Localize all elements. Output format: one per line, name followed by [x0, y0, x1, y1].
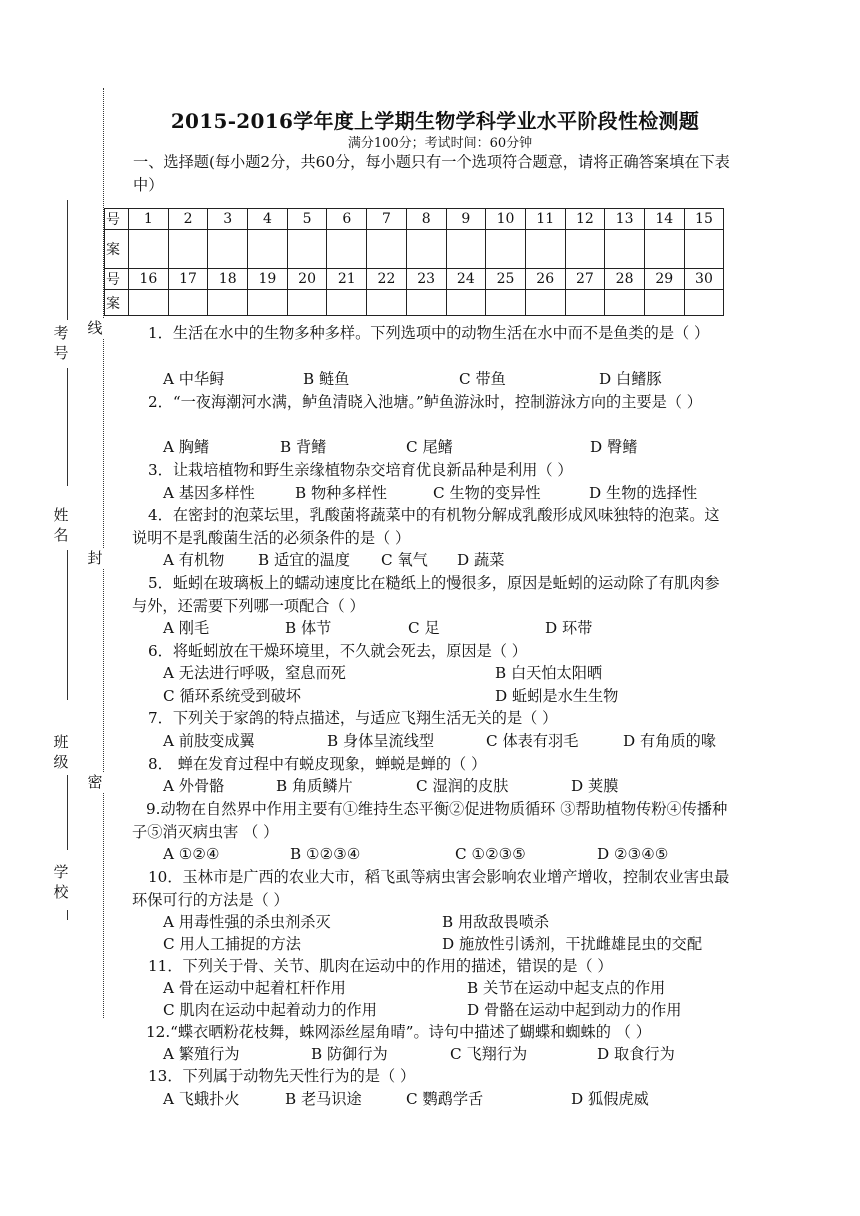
page-title: 2015-2016学年度上学期生物学科学业水平阶段性检测题	[170, 109, 700, 133]
question-3-stem: 3．让栽培植物和野生亲缘植物杂交培育优良新品种是利用（ ）	[148, 461, 573, 479]
question-6-stem: 6．将蚯蚓放在干燥环境里，不久就会死去，原因是（ ）	[148, 642, 527, 660]
question-7-stem: 7．下列关于家鸽的特点描述，与适应飞翔生活无关的是（ ）	[148, 709, 558, 727]
q8-option-d: D 荚膜	[571, 777, 619, 795]
row-header: 案	[105, 230, 129, 269]
table-row	[105, 290, 724, 316]
q2-option-d: D 臀鳍	[590, 438, 638, 456]
answer-cell[interactable]	[248, 290, 288, 316]
xingming-label: 姓名	[53, 506, 69, 544]
q3-option-c: C 生物的变异性	[433, 484, 541, 502]
q4-option-d: D 蔬菜	[457, 551, 505, 569]
q10-option-c: C 用人工捕捉的方法	[163, 935, 301, 953]
question-5-stem: 5．蚯蚓在玻璃板上的蠕动速度比在糙纸上的慢很多，原因是蚯蚓的运动除了有肌肉参与外，还需要下列哪一项配合（ ）	[132, 574, 720, 615]
q8-option-a: A 外骨骼	[163, 777, 225, 795]
q11-option-a: A 骨在运动中起着杠杆作用	[163, 979, 346, 997]
question-2-stem: 2．“一夜海潮河水满，鲈鱼清晓入池塘。”鲈鱼游泳时，控制游泳方向的主要是（ ）	[148, 393, 702, 411]
q9-option-b: B ①②③④	[290, 845, 361, 863]
table-row: 号 1 2 3 4 5 6 7 8 9 10 11 12 13 14 15	[105, 209, 724, 230]
answer-cell[interactable]	[446, 230, 486, 269]
answer-table	[104, 208, 724, 316]
answer-cell[interactable]	[367, 290, 407, 316]
q12-option-b: B 防御行为	[311, 1045, 388, 1063]
answer-cell[interactable]	[287, 230, 327, 269]
q9-option-c: C ①②③⑤	[455, 845, 526, 863]
q2-option-b: B 背鳍	[280, 438, 327, 456]
q8-option-c: C 湿润的皮肤	[416, 777, 509, 795]
q5-option-c: C 足	[408, 619, 440, 637]
answer-cell[interactable]	[367, 230, 407, 269]
q7-option-a: A 前肢变成翼	[163, 732, 255, 750]
question-4-stem: 4．在密封的泡菜坛里，乳酸菌将蔬菜中的有机物分解成乳酸形成风味独特的泡菜。这说明不是乳酸菌生活的必须条件的是（ ）	[132, 506, 720, 547]
q5-option-d: D 环带	[545, 619, 593, 637]
xuexiao-blank-line-lower	[67, 910, 68, 920]
q7-option-d: D 有角质的喙	[623, 732, 716, 750]
xingming-blank-line	[67, 550, 68, 700]
q11-option-c: C 肌肉在运动中起着动力的作用	[163, 1001, 377, 1019]
table-row	[105, 230, 724, 269]
answer-cell[interactable]	[644, 230, 684, 269]
question-10-stem: 10．玉林市是广西的农业大市，稻飞虱等病虫害会影响农业增产增收，控制农业害虫最环保可行的方法是（ ）	[132, 868, 730, 909]
q13-option-c: C 鹦鹉学舌	[406, 1090, 484, 1108]
page-subtitle: 满分100分；考试时间：60分钟	[347, 136, 533, 151]
q7-option-b: B 身体呈流线型	[327, 732, 435, 750]
answer-cell[interactable]	[406, 230, 446, 269]
q2-option-a: A 胸鳍	[163, 438, 210, 456]
row-header: 号	[105, 209, 129, 230]
q9-option-d: D ②③④⑤	[597, 845, 669, 863]
q12-option-d: D 取食行为	[597, 1045, 675, 1063]
question-9-stem: 9.动物在自然界中作用主要有①维持生态平衡②促进物质循环 ③帮助植物传粉④传播种子⑤消灭病虫害 （ ）	[132, 800, 728, 841]
answer-cell[interactable]	[525, 230, 565, 269]
q1-option-c: C 带鱼	[459, 370, 506, 388]
xuexiao-label: 学校	[53, 863, 69, 901]
answer-cell[interactable]	[684, 230, 724, 269]
answer-cell[interactable]	[327, 290, 367, 316]
kaohao-label: 考号	[53, 324, 69, 362]
answer-cell[interactable]	[406, 290, 446, 316]
answer-cell[interactable]	[208, 290, 248, 316]
q9-option-a: A ①②④	[163, 845, 220, 863]
answer-cell[interactable]	[168, 290, 208, 316]
q6-option-b: B 白天怕太阳晒	[495, 664, 603, 682]
answer-cell[interactable]	[248, 230, 288, 269]
q6-option-a: A 无法进行呼吸，窒息而死	[163, 664, 346, 682]
q3-option-b: B 物种多样性	[295, 484, 387, 502]
q10-option-d: D 施放性引诱剂，干扰雌雄昆虫的交配	[442, 935, 703, 953]
q4-option-c: C 氧气	[381, 551, 428, 569]
q11-option-d: D 骨骼在运动中起到动力的作用	[467, 1001, 682, 1019]
answer-cell[interactable]	[486, 290, 526, 316]
q6-option-d: D 蚯蚓是水生生物	[495, 687, 619, 705]
answer-cell[interactable]	[565, 230, 605, 269]
question-1-stem: 1．生活在水中的生物多种多样。下列选项中的动物生活在水中而不是鱼类的是（ ）	[148, 324, 710, 342]
answer-cell[interactable]	[129, 290, 169, 316]
row-header: 号	[105, 269, 129, 290]
answer-cell[interactable]	[605, 290, 645, 316]
q13-option-b: B 老马识途	[285, 1090, 362, 1108]
q1-option-b: B 鲢鱼	[303, 370, 350, 388]
q6-option-c: C 循环系统受到破坏	[163, 687, 301, 705]
answer-cell[interactable]	[525, 290, 565, 316]
answer-cell[interactable]	[605, 230, 645, 269]
q13-option-a: A 飞蛾扑火	[163, 1090, 240, 1108]
kaohao-blank-line-lower	[67, 368, 68, 486]
answer-cell[interactable]	[565, 290, 605, 316]
question-13-stem: 13．下列属于动物先天性行为的是（ ）	[148, 1067, 416, 1085]
q8-option-b: B 角质鳞片	[276, 777, 353, 795]
seal-xian: 线	[87, 319, 103, 337]
q1-option-d: D 白鳍豚	[599, 370, 662, 388]
banji-label: 班级	[53, 733, 69, 771]
q4-option-a: A 有机物	[163, 551, 225, 569]
q3-option-a: A 基因多样性	[163, 484, 255, 502]
question-8-stem: 8． 蝉在发育过程中有蜕皮现象，蝉蜕是蝉的（ ）	[148, 755, 487, 773]
q12-option-a: A 繁殖行为	[163, 1045, 240, 1063]
row-header: 案	[105, 290, 129, 316]
answer-cell[interactable]	[486, 230, 526, 269]
q4-option-b: B 适宜的温度	[258, 551, 350, 569]
q5-option-b: B 体节	[285, 619, 332, 637]
q12-option-c: C 飞翔行为	[450, 1045, 528, 1063]
q2-option-c: C 尾鳍	[406, 438, 453, 456]
q11-option-b: B 关节在运动中起支点的作用	[467, 979, 666, 997]
answer-cell[interactable]	[287, 290, 327, 316]
seal-mi: 密	[87, 773, 103, 791]
kaohao-blank-line	[67, 200, 68, 320]
answer-cell[interactable]	[129, 230, 169, 269]
q1-option-a: A 中华鲟	[163, 370, 225, 388]
q7-option-c: C 体表有羽毛	[486, 732, 579, 750]
q3-option-d: D 生物的选择性	[589, 484, 698, 502]
q10-option-b: B 用敌敌畏喷杀	[442, 913, 550, 931]
q5-option-a: A 刚毛	[163, 619, 210, 637]
answer-cell[interactable]	[644, 290, 684, 316]
question-12-stem: 12.“蝶衣晒粉花枝舞，蛛网添丝屋角晴”。诗句中描述了蝴蝶和蜘蛛的 （ ）	[146, 1023, 651, 1041]
seal-feng: 封	[87, 549, 103, 567]
section-intro: 一、选择题(每小题2分，共60分，每小题只有一个选项符合题意，请将正确答案填在下表中）	[133, 153, 730, 194]
banji-blank-line	[67, 775, 68, 850]
answer-cell[interactable]	[168, 230, 208, 269]
question-11-stem: 11．下列关于骨、关节、肌肉在运动中的作用的描述，错误的是（ ）	[148, 957, 613, 975]
table-row: 号 16 17 18 19 20 21 22 23 24 25 26 27 28 29 30	[105, 269, 724, 290]
q10-option-a: A 用毒性强的杀虫剂杀灭	[163, 913, 331, 931]
answer-cell[interactable]	[208, 230, 248, 269]
answer-cell[interactable]	[684, 290, 724, 316]
q13-option-d: D 狐假虎威	[571, 1090, 649, 1108]
answer-cell[interactable]	[446, 290, 486, 316]
answer-cell[interactable]	[327, 230, 367, 269]
